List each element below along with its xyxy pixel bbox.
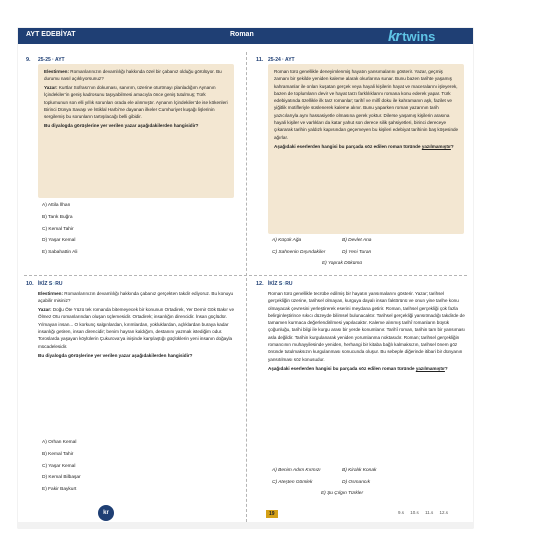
q10-ikiz-soru-label: İKİZ S○RU [38,281,63,287]
q9-badge: 25-25 · AYT [38,57,65,63]
q10-prompt: Bu diyalogda görüşlerine yer verilen yazar aşağıdakilerden hangisidir? [38,352,193,358]
q11-text: Roman türü genellikle deneyimlenmiş hayatın yansımalarını gösterir. Yazar, geçmiş zamanı bir şekilde yeniden kaleme alarak okurlarına sunar. Bunu bazen tarihte yaşamış kahramanlar ile onları kuşatan gerçek veya hayali kişilerin hayat ve maceralarını işleyerek, bazen de toplumların devir ve hayat tarzı farklılıklarını romana konu ederek yapar. Türk edebiyatında özellikle ilk tarz romanlar; tarihî ve millî doku ile kahramanın aşk, fazilet ve yiğitlik motifleriyle süslenerek kaleme alınır. Bunu yaparken roman yazarının tarih yazıcılarıyla aynı hassasiyetle olmasına gerek yoktur. Dilerse yaşamış kişilerin arasına hayali kişiler ve varlıkları da katar yahut son derece silik şahsiyetleri, birinci dereceye çıkararak tarihin yaldızlı kapısından geçemeyen bu kişileri edebiyat tarihinin baş köşesinde ağırlar. [274,69,459,140]
q9-prompt: Bu diyalogda görüşlerine yer verilen yazar aşağıdakilerden hangisidir? [44,123,199,129]
q9-paragraph-1: Elestirmen: Romanlarınızın devamlılığı hakkında özel bir çabanız olduğu görülüyor. Bu durumu nasıl açıklıyorsunuz? [44,69,222,82]
q9-option-d[interactable]: D) Yaşar Kemal [42,238,76,244]
q11-option-d[interactable]: D) Yeni Turan [342,249,372,255]
q12-option-b[interactable]: B) Kiralık Konak [342,468,377,473]
page-number: 19 [266,510,278,518]
logo-kr-text: kr [388,27,401,45]
q12-option-a[interactable]: A) Benim Adım Kırmızı [272,468,321,473]
q11-option-c[interactable]: C) Sahnenin Dışındakiler [272,249,326,255]
logo-twins-text: twins [402,28,436,44]
q11-option-e[interactable]: E) Yaprak Dökümü [321,261,363,266]
q12-text: Roman türü genellikle tecrübe edilmiş bir hayatın yansımalarını gösterir. Yazar; tarihsel gerçekliğin üzerine, tarihsel olmayan, kurguya dayalı insan faktörünü ve onun yine tarihe konu olmayacak çevresini yerleştirerek eserini meydana getirir. Roman, tarihsel gerçekliği çok fazla belirginleştirince sıkıcı düzeyde bilimsel bulunacaktır. Tarihsel gerçekliği yansıtmadığı takdirde de tamamen kurmaca değerlendirilmesi yapılacaktır. Kaleme alınmış tarihî romanların büyük çoğunluğu, tarihi bilgi ile kurgu arası bir yerde konumlanır. Tarihî roman, tarihin tam bir yansıması asla değildir. Tarihin kurgulanarak yeniden yorumlanma noktasıdır. Roman; tarihsel gerçekliğin romancının muhayyilesinde yeniden, herhangi bir kitaba bağlı kalmaksızın, tarihsel önem göz önünde tutulmaksızın kurgulanması sonucunda oluşur. Bu sebeple diğerinde itibari bir dünyanın yansıtılması söz konusudur. [268,291,465,362]
q11-options [272,238,412,273]
q10-option-b[interactable]: B) Kemal Tahir [42,451,74,457]
footer-strip [18,522,473,528]
subject-label: AYT EDEBİYAT [26,31,76,38]
q9-options [42,203,77,262]
ikiz-soru-o-icon: ○ [52,281,56,287]
q12-option-c[interactable]: C) Ateşten Gömlek [272,479,313,485]
q11-badge: 25-24 · AYT [268,57,295,63]
q10-option-a[interactable]: A) Orhan Kemal [42,440,77,445]
q9-paragraph-2: Yazar: Kurtlar Sofrası’nın dokuması, sanırım, üzerine oturtmayı planladığım Aynanın İçindekiler’in geniş kadrosunu taşıyabilmesi amacıyla önce geniş tutulmuş; Türk toplumunun son elli yıllık sorunları orada ele alınmıştır. Aynanın İçindekiler’de ise kökenleri Birinci Dünya Savaşı ve İstiklal Harbi’ne dayanan ilkeler Cumhuriyet kuşağı lişlerinin sergilemiş bu sorunların tartışılacağı belli gibidir. [44,85,228,120]
q11-option-b[interactable]: B) Devlet Ana [342,238,372,243]
row-divider [24,275,467,276]
q11-prompt: Aşağıdaki eserlerden hangisi bu parçada söz edilen roman türünde yazılmamıştır? [274,143,454,149]
q10-option-c[interactable]: C) Yaşar Kemal [42,463,76,469]
q9-option-c[interactable]: C) Kemal Tahir [42,226,74,232]
kr-footer-logo: kr [98,505,114,521]
document-page [18,28,473,528]
q12-number: 12. [256,281,264,287]
q10-body [38,290,236,360]
kr-twins-logo [388,26,473,46]
q9-option-a[interactable]: A) Attila İlhan [42,203,71,208]
grade-9: 9.s [398,510,405,515]
q9-box [38,64,234,198]
q12-option-e[interactable]: E) Şu Çılgın Türkler [320,491,364,496]
q12-option-d[interactable]: D) Osmancık [342,479,370,485]
q9-number: 9. [26,57,31,63]
q10-paragraph-2: Yazar: Doğu Öte Yüzü tek romanda bitemeyecek bir konunun Ortadirek, Yer Demir Gök Bakır ve Ölmez Otu romanlarından oluşan üçlemesidir. Ortadirek; insanlığın direncidir. İnsan güçlüdür. Yılmayan insan... O korkunç salgınlardan, kırımlardan, yokluklardan, açlıklardan buraya kadar insanlığı getiren, insan direncidir; benim hayran kaldığım, destanını yazmak istediğim odur. Toroslarda yaşayan köylülerin Çukurova’ya inişinde karşılaştığı güçlüklerin yeni insanın doğayla mücadelesidir. [38,307,235,349]
q10-paragraph-1: Elestirmen: Romanlarınızın devamlılığı hakkında çabanız gerçekten takdir ediyoruz. Bu konuyu açabilir misiniz? [38,291,234,304]
grade-12: 12.s [439,510,449,515]
q10-options [42,440,81,499]
q12-prompt: Aşağıdaki eserlerden hangisi bu parçada söz edilen roman türünde yazılmamıştır? [268,365,448,371]
q12-options [272,468,412,503]
q12-body [268,290,466,373]
column-divider [246,52,247,522]
q11-option-a[interactable]: A) Küçük Ağa [272,238,302,243]
q11-box [268,64,464,234]
q10-option-d[interactable]: D) Kemal Bilbaşar [42,475,81,481]
q10-number: 10. [26,281,34,287]
grade-levels [393,510,448,515]
q10-option-e[interactable]: E) Fakir Baykurt [42,487,77,493]
q11-number: 11. [256,57,264,63]
q12-ikiz-soru-label: İKİZ S○RU [268,281,293,287]
q9-option-b[interactable]: B) Tarık Buğra [42,214,73,220]
grade-11: 11.s [425,510,434,515]
q9-option-e[interactable]: E) Sabahattin Ali [42,250,78,256]
grade-10: 10.s [410,510,419,515]
topic-label: Roman [230,31,254,38]
ikiz-soru-o-icon: ○ [282,281,286,287]
